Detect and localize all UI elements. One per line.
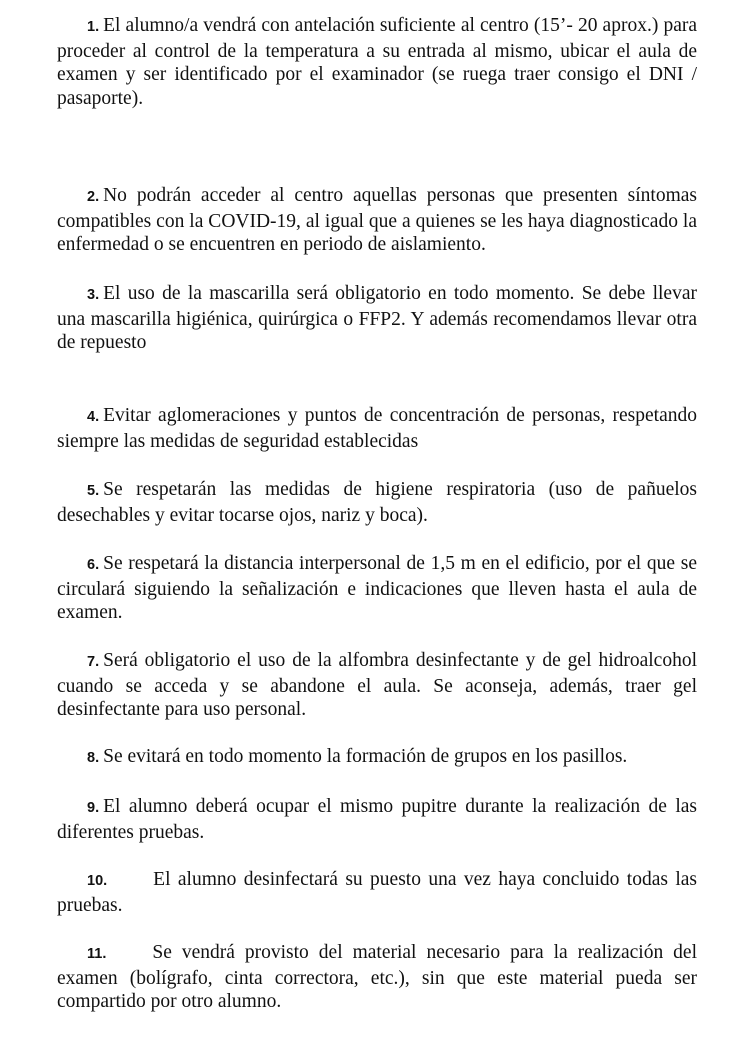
- item-number: 2.: [87, 189, 100, 205]
- item-text: Evitar aglomeraciones y puntos de concentración de personas, respetando siempre las medidas de seguridad establecidas: [57, 405, 697, 452]
- item-number: 4.: [87, 409, 100, 425]
- item-text: El uso de la mascarilla será obligatorio en todo momento. Se debe llevar una mascarilla higiénica, quirúrgica o FFP2. Y además recomendamos llevar otra de repuesto: [57, 283, 697, 353]
- item-number: 1.: [87, 19, 100, 35]
- item-number: 8.: [87, 750, 100, 766]
- rule-item-2: [57, 184, 697, 257]
- item-text: Se vendrá provisto del material necesario para la realización del examen (bolígrafo, cinta correctora, etc.), sin que este material pueda ser compartido por otro alumno.: [57, 942, 697, 1012]
- item-text: Será obligatorio el uso de la alfombra desinfectante y de gel hidroalcohol cuando se acceda y se abandone el aula. Se aconseja, además, traer gel desinfectante para uso personal.: [57, 650, 697, 720]
- item-text: Se evitará en todo momento la formación de grupos en los pasillos.: [103, 746, 628, 767]
- rule-item-6: [57, 552, 697, 625]
- item-text: Se respetarán las medidas de higiene respiratoria (uso de pañuelos desechables y evitar tocarse ojos, nariz y boca).: [57, 479, 697, 526]
- item-text: Se respetará la distancia interpersonal de 1,5 m en el edificio, por el que se circulará siguiendo la señalización e indicaciones que lleven hasta el aula de examen.: [57, 553, 697, 623]
- rule-item-5: [57, 478, 697, 527]
- item-text: No podrán acceder al centro aquellas personas que presenten síntomas compatibles con la COVID-19, al igual que a quienes se les haya diagnosticado la enfermedad o se encuentren en periodo de aislamiento.: [57, 185, 697, 255]
- item-number: 10.: [87, 873, 108, 889]
- item-number: 9.: [87, 800, 100, 816]
- rule-item-9: [57, 795, 697, 844]
- rule-item-3: [57, 282, 697, 355]
- rule-item-11: [57, 941, 697, 1014]
- item-text: El alumno/a vendrá con antelación suficiente al centro (15’- 20 aprox.) para proceder al control de la temperatura a su entrada al mismo, ubicar el aula de examen y ser identificado por el examinador (se ruega traer consigo el DNI / pasaporte).: [57, 15, 697, 109]
- item-number: 6.: [87, 557, 100, 573]
- rule-item-7: [57, 649, 697, 722]
- rule-item-4: [57, 404, 697, 453]
- item-number: 7.: [87, 654, 100, 670]
- rule-item-1: [57, 14, 697, 110]
- item-number: 11.: [87, 946, 107, 962]
- item-number: 3.: [87, 287, 100, 303]
- rule-item-10: [57, 868, 697, 917]
- item-text: El alumno desinfectará su puesto una vez haya concluido todas las pruebas.: [57, 869, 697, 916]
- item-text: El alumno deberá ocupar el mismo pupitre durante la realización de las diferentes pruebas.: [57, 796, 697, 843]
- rule-item-8: [57, 745, 697, 771]
- item-number: 5.: [87, 483, 100, 499]
